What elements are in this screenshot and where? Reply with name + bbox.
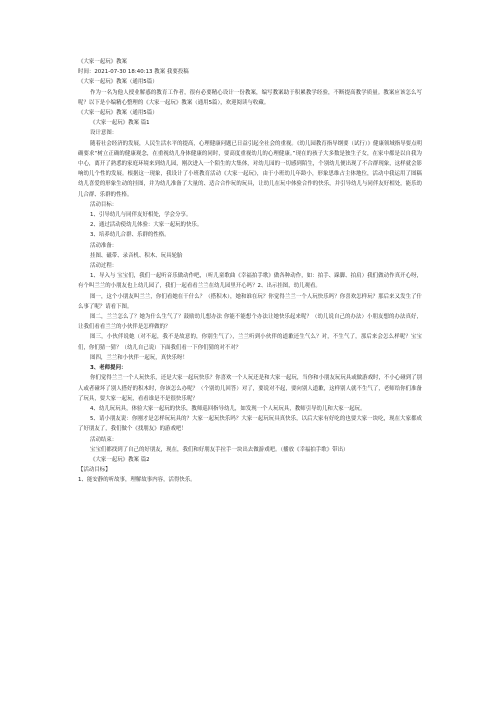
goal-item: 3、培养幼儿合群、乐群的性格。 xyxy=(90,232,170,239)
process-step-3: 3、老师提问： xyxy=(90,365,127,372)
section-process: 活动过程： xyxy=(90,263,118,270)
doc-meta: 时间：2021-07-30 18:40:13 教案 我要投稿 xyxy=(78,69,189,76)
section-prep: 活动准备： xyxy=(90,242,118,249)
intro-paragraph: 作为一名为他人授业解惑的教育工作者，很有必要精心设计一份教案，编写教案助于积累教学经验，不断提高教学质量。教案应该怎么写呢？以下是小编精心整理的《大家一起玩》教案（通用5篇），欢迎阅读与收藏。 xyxy=(78,89,422,106)
process-step-2b: 图二，兰兰怎么了？她为什么生气了？鼓励幼儿想办法 你能不能想个办法让她快乐起来呢？（幼儿说自己的办法）小朋友想的办法真好，让我们看看兰兰的小伙伴是怎样做的？ xyxy=(78,314,422,331)
process-step-2c: 图三，小伙伴说她（对不起，我不是故意的，你别生气了），兰兰听到小伙伴的道歉还生气么？对，不生气了，那后来会怎么样呢？宝宝们，你们猜一猜？（幼儿自己说）下面我们看一下你们猜的对不对？ xyxy=(78,334,422,351)
doc-title: 《大家一起玩》教案 xyxy=(78,59,127,65)
plan-heading: 《大家一起玩》教案 篇1 xyxy=(90,120,150,127)
end-paragraph: 宝宝们都找到了自己的好朋友，现在，我们和好朋友手拉手一块出去做游戏吧。（播放《幸福拍手歌》带出） xyxy=(90,446,349,453)
goal-item: 1、引导幼儿与同伴友好相处，学会分享。 xyxy=(90,212,192,219)
process-step-4: 4、幼儿玩玩具，体验大家一起玩的快乐，教师巡回指导幼儿，如发现一个人玩玩具，教师引导幼儿和大家一起玩。 xyxy=(90,405,366,412)
doc-series-title: 《大家一起玩》教案（通用5篇） xyxy=(78,79,158,86)
section-design-intent: 设计意图： xyxy=(90,130,118,137)
plan2-goals-label: 【活动目标】 xyxy=(78,467,111,474)
section-goals: 活动目标： xyxy=(90,201,118,208)
prep-text: 挂图、磁带、录音机、积木、玩具轮胎 xyxy=(90,252,183,259)
process-step-1: 1、导入与 宝宝们，我们一起听音乐做动作吧，（听儿童歌曲《幸福拍手歌》做各种动作，如：拍手、跺脚、拍肩）我们做动作真开心呀，有个叫兰兰的小朋友也上幼儿园了，我们一起看看兰兰在幼儿园里开心吗？2、出示挂图，幼儿观看。 xyxy=(78,273,422,290)
process-step-3-text: 你们觉得兰兰一个人玩快乐，还是大家一起玩快乐？你喜欢一个人玩还是和大家一起玩，当你和小朋友玩玩具或做游戏时，不小心碰到了别人或者碰坏了别人搭好的积木时，你该怎么办呢？（个别幼儿回答）对了，要说对不起，要向别人道歉，这样别人就不生气了，老师给你们准备了玩具，要大家一起玩，看看谁是不是很快乐呢？ xyxy=(78,375,422,402)
series-title-repeat: 《大家一起玩》教案（通用5篇） xyxy=(78,110,158,117)
document-body xyxy=(78,57,422,486)
process-step-2d: 图四，兰兰和小伙伴一起玩，真快乐呀！ xyxy=(90,354,188,361)
goal-item: 2、通过活动使幼儿体验：大家一起玩的快乐。 xyxy=(90,222,203,229)
process-step-5: 5、请小朋友说：你刚才是怎样玩玩具的？大家一起玩快乐吗？大家一起玩玩具真快乐，以后大家有好吃的也要大家一块吃，现在大家都成了好朋友了，我们做个《找朋友》的游戏吧！ xyxy=(78,416,422,433)
plan2-heading: 《大家一起玩》教案 篇2 xyxy=(90,456,150,463)
plan2-goal-1: 1、能安静的听故事，理解故事内容，活得快乐。 xyxy=(78,477,196,484)
process-step-2: 图一，这个小朋友叫兰兰，你们看她在干什么？（搭积木），她和谁在玩？你觉得兰兰一个人玩快乐吗？你喜欢怎样玩？那后来又发生了什么事了呢？请看下图。 xyxy=(78,293,422,310)
design-paragraph: 随着社会经济的发展，人民生活水平的提高，心理健康问题已日益引起全社会的重视。《幼儿园教育指导纲要（试行）》健康领域指导要点明确要求“树立正确的健康观念，在重视幼儿身体健康的同时，要高度重视幼儿的心理健康。”现在的孩子大多数是独生子女，在家中都是以自我为中心，离开了熟悉的家庭环境来到幼儿园，刚次进入一个陌生的大集体，对幼儿园的一切感到陌生，个别幼儿便出现了不合群现象，这样就会影响幼儿个性的发展。根据这一现象，我设计了小班教育活动《大家一起玩》，由于小班幼儿年龄小，形象思维占主体地位，活动中我运用了图稿幼儿喜爱的形象生动的挂图，并为幼儿准备了大量的、适合合作玩的玩具，让幼儿在玩中体验合作的快乐，并引导幼儿与同伴友好相处，能乐幼儿合群、乐群的性格。 xyxy=(78,140,422,198)
section-end: 活动结束： xyxy=(90,436,118,443)
